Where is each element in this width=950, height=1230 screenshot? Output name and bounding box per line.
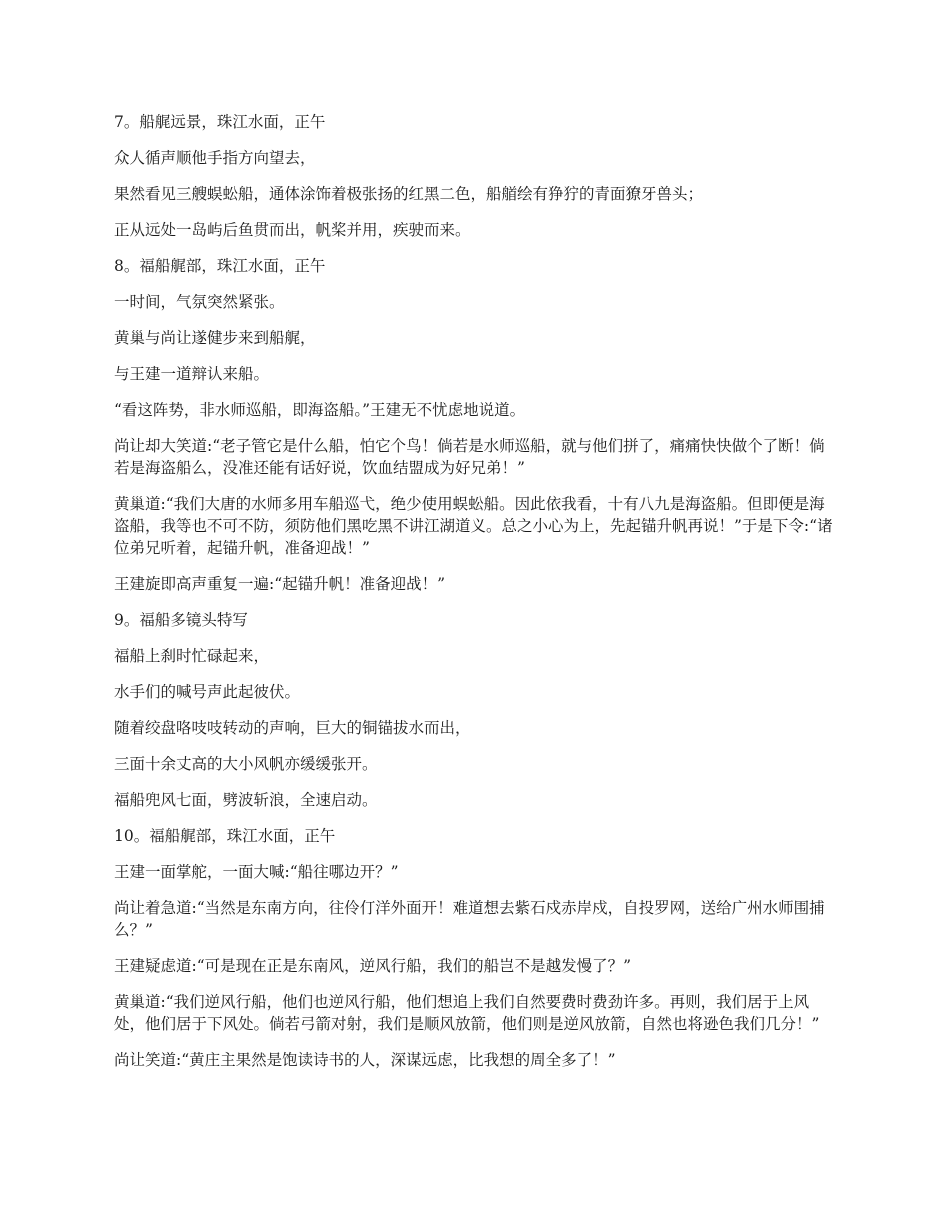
dialogue-paragraph: 王建旋即高声重复一遍:“起锚升帆！准备迎战！” [114, 575, 446, 593]
paragraph: 正从远处一岛屿后鱼贯而出，帆桨并用，疾驶而来。 [114, 221, 471, 239]
paragraph: 一时间，气氛突然紧张。 [114, 293, 285, 311]
paragraph: 众人循声顺他手指方向望去， [114, 149, 316, 167]
paragraph: 黄巢与尚让遂健步来到船艉， [114, 329, 316, 347]
dialogue-paragraph: 王建一面掌舵，一面大喊:“船往哪边开？” [114, 863, 399, 881]
dialogue-paragraph: 尚让着急道:“当然是东南方向，往伶仃洋外面开！难道想去紫石戍赤岸戍，自投罗网，送给广州水师围捕么？” [114, 899, 825, 939]
document-page [114, 111, 840, 1085]
scene-heading: 10。福船艉部，珠江水面，正午 [114, 827, 336, 845]
paragraph: 果然看见三艘蜈蚣船，通体涂饰着极张扬的红黑二色，船艏绘有狰狞的青面獠牙兽头； [114, 185, 704, 203]
scene-heading: 8。福船艉部，珠江水面，正午 [114, 257, 326, 275]
dialogue-paragraph: 尚让笑道:“黄庄主果然是饱读诗书的人，深谋远虑，比我想的周全多了！” [114, 1051, 616, 1069]
paragraph: 三面十余丈高的大小风帆亦缓缓张开。 [114, 755, 378, 773]
dialogue-paragraph: “看这阵势，非水师巡船，即海盗船。”王建无不忧虑地说道。 [114, 401, 526, 419]
paragraph: 福船上刹时忙碌起来， [114, 647, 270, 665]
paragraph: 水手们的喊号声此起彼伏。 [114, 683, 301, 701]
dialogue-paragraph: 黄巢道:“我们大唐的水师多用车船巡弋，绝少使用蜈蚣船。因此依我看，十有八九是海盗船。但即便是海盗船，我等也不可不防，须防他们黑吃黑不讲江湖道义。总之小心为上，先起锚升帆再说！”于是下令:“诸位弟兄听着，起锚升帆，准备迎战！” [114, 495, 833, 557]
scene-heading: 7。船艉远景，珠江水面，正午 [114, 113, 326, 131]
paragraph: 随着绞盘咯吱吱转动的声响，巨大的铜锚拔水而出， [114, 719, 471, 737]
dialogue-paragraph: 王建疑虑道:“可是现在正是东南风，逆风行船，我们的船岂不是越发慢了？” [114, 957, 632, 975]
paragraph: 福船兜风七面，劈波斩浪，全速启动。 [114, 791, 378, 809]
scene-heading: 9。福船多镜头特写 [114, 611, 248, 629]
paragraph: 与王建一道辩认来船。 [114, 365, 270, 383]
dialogue-paragraph: 黄巢道:“我们逆风行船，他们也逆风行船，他们想追上我们自然要费时费劲许多。再则，我们居于上风处，他们居于下风处。倘若弓箭对射，我们是顺风放箭，他们则是逆风放箭，自然也将逊色我们几分！” [114, 993, 820, 1033]
dialogue-paragraph: 尚让却大笑道:“老子管它是什么船，怕它个鸟！倘若是水师巡船，就与他们拼了，痛痛快快做个了断！倘若是海盗船么，没准还能有话好说，饮血结盟成为好兄弟！” [114, 437, 825, 477]
